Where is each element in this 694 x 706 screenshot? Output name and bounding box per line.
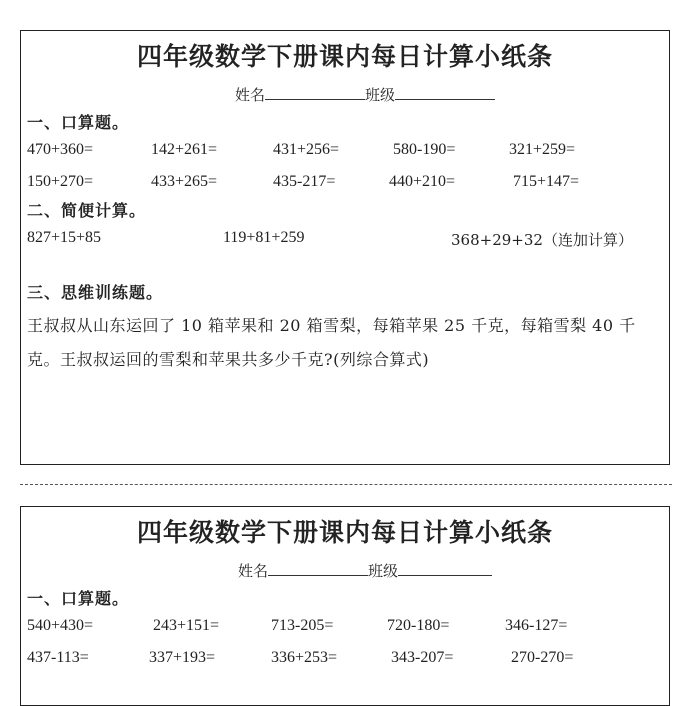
oral-problem: 720-180= [387, 617, 450, 634]
oral-problem: 437-113= [27, 649, 89, 666]
worksheet-card-1 [20, 30, 670, 465]
simplify-problem: 119+81+259 [223, 229, 305, 246]
worksheet-title: 四年级数学下册课内每日计算小纸条 [136, 42, 553, 71]
section-oral-heading: 一、口算题。 [27, 113, 130, 132]
oral-row-1 [21, 135, 669, 167]
oral-problem: 580-190= [393, 141, 456, 158]
oral-problem: 440+210= [389, 173, 456, 190]
oral-problem: 470+360= [27, 141, 94, 158]
name-label: 姓名 [237, 562, 268, 580]
word-problem: 王叔叔从山东运回了 10 箱苹果和 20 箱雪梨，每箱苹果 25 千克，每箱雪梨 40 千克。王叔叔运回的雪梨和苹果共多少千克?(列综合算式) [27, 316, 636, 369]
oral-row-2 [21, 643, 669, 675]
name-label: 姓名 [234, 86, 265, 104]
oral-problem: 321+259= [509, 141, 576, 158]
class-label: 班级 [365, 86, 396, 104]
oral-row-1 [21, 611, 669, 643]
simplify-problem: 827+15+85 [27, 229, 102, 246]
oral-problem: 336+253= [271, 649, 338, 666]
worksheet-card-2 [20, 506, 670, 706]
oral-problem: 337+193= [149, 649, 216, 666]
class-blank[interactable] [398, 559, 492, 576]
name-blank[interactable] [268, 559, 368, 576]
section-simplify-heading: 二、简便计算。 [27, 201, 147, 220]
oral-problem: 715+147= [513, 173, 580, 190]
section-oral-heading: 一、口算题。 [27, 589, 130, 608]
simplify-problem: 368+29+32（连加计算） [451, 231, 633, 249]
oral-problem: 713-205= [271, 617, 334, 634]
oral-row-2 [21, 167, 669, 199]
oral-problem: 243+151= [153, 617, 220, 634]
class-label: 班级 [368, 562, 399, 580]
oral-problem: 343-207= [391, 649, 454, 666]
oral-problem: 346-127= [505, 617, 568, 634]
oral-problem: 433+265= [151, 173, 218, 190]
simplify-row [21, 223, 669, 257]
oral-problem: 150+270= [27, 173, 94, 190]
class-blank[interactable] [395, 83, 495, 100]
section-thinking-heading: 三、思维训练题。 [27, 283, 164, 302]
oral-problem: 142+261= [151, 141, 218, 158]
worksheet-title: 四年级数学下册课内每日计算小纸条 [136, 518, 553, 547]
oral-problem: 540+430= [27, 617, 94, 634]
cut-line [20, 484, 672, 485]
name-class-row [21, 83, 669, 105]
oral-problem: 435-217= [273, 173, 336, 190]
name-class-row [21, 559, 669, 581]
oral-problem: 431+256= [273, 141, 340, 158]
name-blank[interactable] [265, 83, 365, 100]
oral-problem: 270-270= [511, 649, 574, 666]
